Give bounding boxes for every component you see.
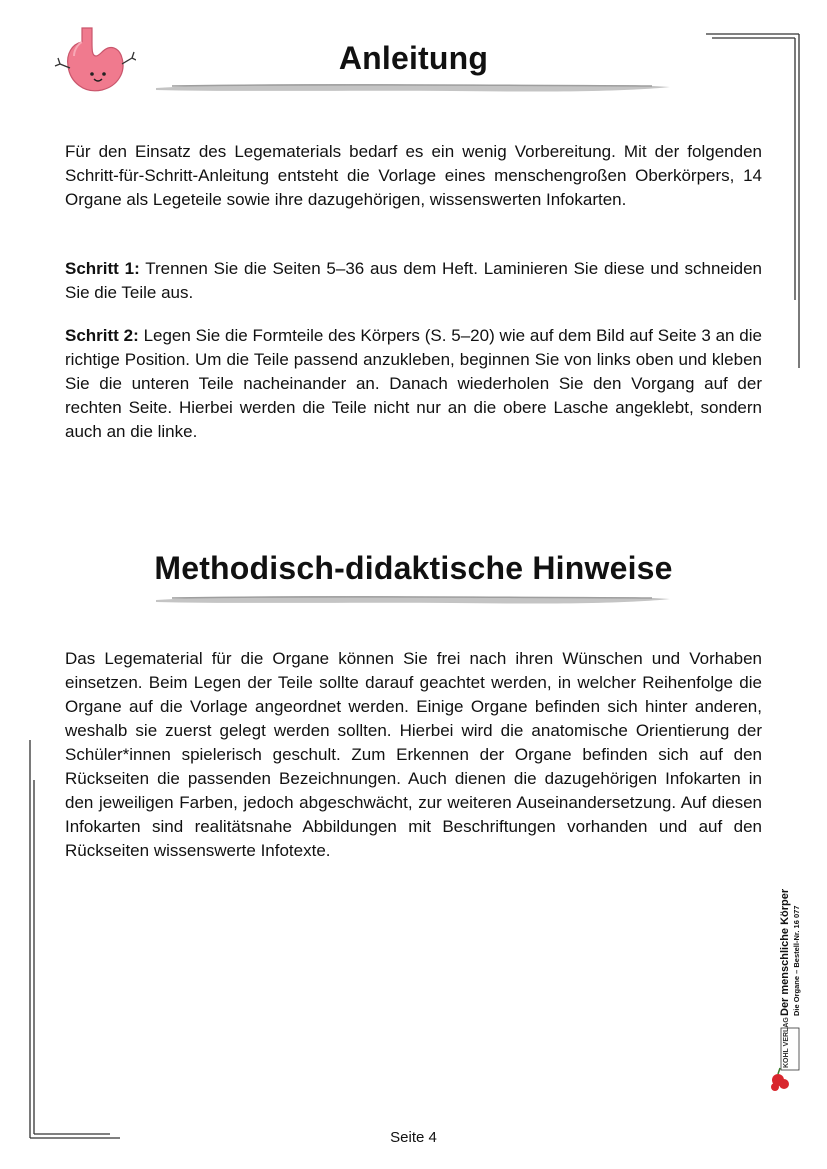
publisher-name: KOHL VERLAG — [783, 1017, 790, 1068]
page-number: Seite 4 — [390, 1129, 437, 1146]
section2-title: Methodisch-didaktische Hinweise — [154, 550, 673, 586]
step2-text: Legen Sie die Formteile des Körpers (S. 5–20) wie auf dem Bild auf Seite 3 an die richtige Position. Um die Teile passend anzukleben, beginnen Sie von links oben und kleben Sie die unteren Teile nacheinander an. Danach wiederholen Sie den Vorgang auf der rechten Seite. Hierbei werden die Teile nicht nur an die obere Lasche angeklebt, sondern auch an die linke. — [65, 326, 762, 441]
section2-text: Das Legematerial für die Organe können Sie frei nach ihren Wünschen und Vorhaben einsetzen. Beim Legen der Teile sollte darauf geachtet werden, in welcher Reihenfolge die Organe auf die Vorlage angeordnet werden. Einige Organe befinden sich hinter anderen, weshalb sie zuerst gelegt werden sollten. Hierbei wird die anatomische Orientierung der Schüler*innen spielerisch geschult. Zum Erkennen der Organe befinden sich auf den Rückseiten die passenden Bezeichnungen. Auch dienen die dazugehörigen Infokarten in den jeweiligen Farben, jedoch abgeschwächt, zur weiteren Auseinandersetzung. Auf diesen Infokarten sind realitätsnahe Abbildungen mit Beschriftungen vorhanden und auf den Rückseiten wissenswerte Infotexte. — [65, 649, 762, 860]
step1-label: Schritt 1: — [65, 259, 140, 278]
section1-step1 — [65, 257, 762, 305]
section1-intro: Für den Einsatz des Legematerials bedarf es ein wenig Vorbereitung. Mit der folgenden Schritt-für-Schritt-Anleitung entsteht die Vorlage eines menschengroßen Oberkörpers, 14 Organe als Legeteile sowie ihre dazugehörigen, wissenswerten Infokarten. — [65, 142, 762, 209]
title-brush-underline — [152, 78, 674, 96]
section1-title: Anleitung — [338, 40, 489, 76]
section1-step2 — [65, 324, 762, 444]
title-brush-underline-2 — [152, 590, 674, 608]
sidebar-book-subtitle: Die Organe – Bestell-Nr. 16 077 — [792, 905, 801, 1016]
publisher-logo — [768, 1017, 804, 1094]
step1-text: Trennen Sie die Seiten 5–36 aus dem Heft. Laminieren Sie diese und schneiden Sie die Teile aus. — [65, 259, 762, 302]
sidebar-book-title: Der menschliche Körper — [779, 888, 791, 1016]
step2-label: Schritt 2: — [65, 326, 139, 345]
